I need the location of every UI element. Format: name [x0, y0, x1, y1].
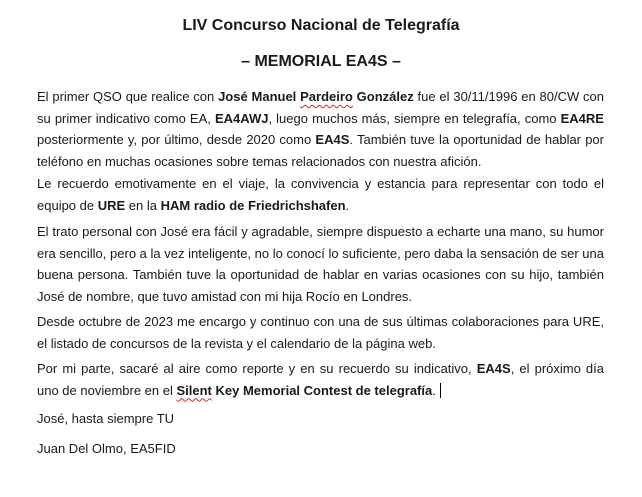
paragraph-contest [37, 358, 604, 401]
paragraph-friedrichshafen [37, 173, 604, 216]
p1-name-last: González [352, 89, 414, 104]
p2-text-1: Le recuerdo emotivamente en el viaje, la convivencia y estancia para representar con todo el equipo de [37, 176, 604, 213]
p2-ham-radio: HAM radio de Friedrichshafen [160, 197, 346, 213]
p1-name-surname-spellcheck: Pardeiro [300, 89, 353, 104]
p1-callsign-ea4s: EA4S [315, 132, 350, 147]
p5-callsign-ea4s: EA4S [476, 361, 511, 376]
p5-text-3: . [432, 382, 436, 398]
document-subtitle: – MEMORIAL EA4S – [241, 53, 401, 70]
p5-contest-name [176, 383, 432, 398]
text-cursor [440, 383, 441, 398]
paragraph-collaboration: Desde octubre de 2023 me encargo y continuo con una de sus últimas colaboraciones para URE, el listado de concursos de la revista y el calendario de la página web. [37, 314, 604, 351]
p5-text-2: , el próximo día uno de noviembre en el [37, 361, 604, 398]
p1-text-5: . También tuve la oportunidad de hablar por teléfono en muchas ocasiones sobre temas relacionados con nuestra afición. [37, 132, 604, 169]
paragraph-personal: El trato personal con José era fácil y agradable, siempre dispuesto a echarte una mano, su humor era sencillo, pero a la vez inteligente, no lo conocí lo suficiente, pero daba la sensación de ser una buena persona. También tuve la oportunidad de hablar en varias ocasiones con su hijo, también José de nombre, que tuvo amistad con mi hija Rocío en Londres. [37, 224, 604, 304]
document-title: LIV Concurso Nacional de Telegrafía [182, 17, 460, 34]
p5-text-1: Por mi parte, sacaré al aire como reporte y en su recuerdo su indicativo, [37, 361, 477, 376]
p1-callsign-ea4awj: EA4AWJ [214, 110, 269, 126]
p2-text-2: en la [125, 197, 161, 213]
p2-text-3: . [345, 197, 350, 213]
p1-text-4: posteriormente y, por último, desde 2020 como [37, 132, 316, 147]
p5-contest-rest: Key Memorial Contest de telegrafía [211, 382, 433, 398]
p1-text-3: , luego muchos más, siempre en telegrafía, como [268, 110, 561, 126]
p1-callsign-ea4re: EA4RE [560, 110, 604, 126]
signature-line: Juan Del Olmo, EA5FID [37, 441, 176, 456]
p1-name-first: José Manuel [218, 89, 301, 104]
p1-text-1: El primer QSO que realice con [37, 89, 219, 104]
p1-name [218, 89, 414, 104]
paragraph-first-qso [37, 86, 604, 172]
p1-text-2: fue el 30/11/1996 en 80/CW con su primer indicativo como EA, [37, 89, 605, 126]
p2-ure: URE [97, 197, 126, 213]
farewell-line: José, hasta siempre TU [37, 411, 175, 426]
p5-silent-spellcheck: Silent [176, 382, 212, 398]
